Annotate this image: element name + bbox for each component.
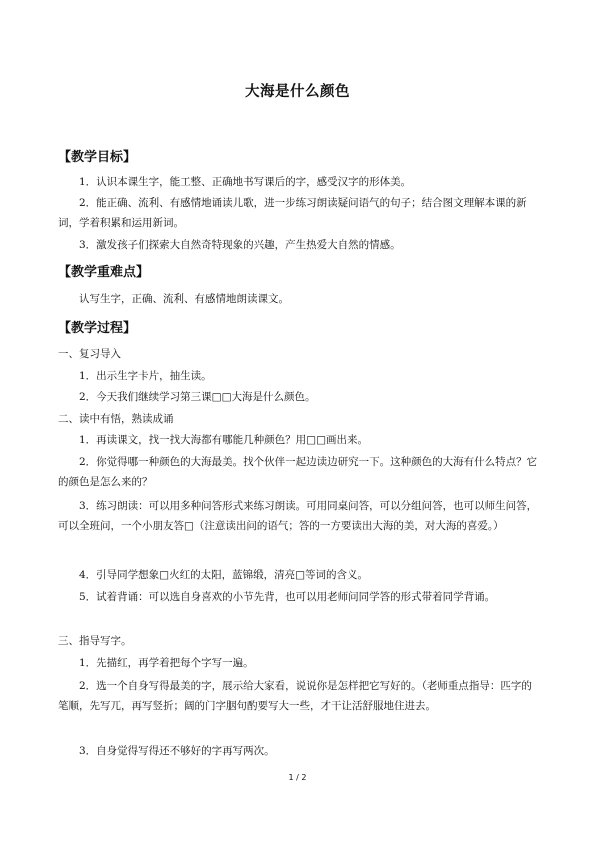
section-heading-goals: 【教学目标】 [58, 150, 137, 165]
section-heading-process: 【教学过程】 [58, 321, 137, 336]
process-part-1-title: 一、复习导入 [58, 348, 121, 360]
process-part-3-title: 三、指导写字。 [58, 635, 132, 647]
goal-item-2: 2．能正确、流利、有感情地诵读儿歌，进一步练习朗读疑问语气的句子；结合图文理解本课的新词，学着积累和运用新词。 [58, 197, 527, 229]
process-part-3-item-3: 3．自身觉得写得还不够好的字再写两次。 [79, 745, 275, 757]
goal-item-1: 1．认识本课生字，能工整、正确地书写课后的字，感受汉字的形体美。 [79, 176, 412, 188]
process-part-2-title: 二、读中有悟，熟读成诵 [58, 413, 174, 425]
goal-item-3: 3．激发孩子们探索大自然奇特现象的兴趣，产生热爱大自然的情感。 [79, 239, 401, 251]
process-part-2-item-5: 5．试着背诵：可以选自身喜欢的小节先背，也可以用老师问同学答的形式带着同学背诵。 [79, 591, 496, 603]
process-part-3-item-1: 1．先描红，再学着把每个字写一遍。 [79, 657, 254, 669]
document-title: 大海是什么颜色 [245, 84, 350, 100]
process-part-2-item-4: 4．引导同学想象□火红的太阳，蓝锦缎，清亮□等词的含义。 [79, 569, 369, 581]
process-part-2-item-2: 2．你觉得哪一种颜色的大海最美。找个伙伴一起边读边研究一下。这种颜色的大海有什么特点？它的颜色是怎么来的？ [58, 456, 538, 488]
process-part-2-item-1: 1．再读课文，找一找大海都有哪能几种颜色？用□□画出来。 [79, 434, 369, 446]
process-part-2-item-3: 3．练习朗读：可以用多种问答形式来练习朗读。可用同桌问答，可以分组问答，也可以师生问答，可以全班问，一个小朋友答□（注意读出问的语气；答的一方要读出大海的美，对大海的喜爱。） [58, 500, 538, 532]
key-points-text: 认写生字，正确、流利、有感情地朗读课文。 [79, 293, 289, 305]
page-number: 1 / 2 [288, 773, 307, 782]
section-heading-key-points: 【教学重难点】 [58, 265, 150, 280]
process-part-1-item-1: 1．出示生字卡片，抽生读。 [79, 370, 212, 382]
process-part-1-item-2: 2．今天我们继续学习第三课□□大海是什么颜色。 [79, 391, 316, 403]
process-part-3-item-2: 2．选一个自身写得最美的字，展示给大家看，说说你是怎样把它写好的。（老师重点指导：匹字的笔顺，先写兀，再写竖折；阔的门字胭句酌要写大一些，才干让活舒服地住进去。 [58, 680, 532, 712]
